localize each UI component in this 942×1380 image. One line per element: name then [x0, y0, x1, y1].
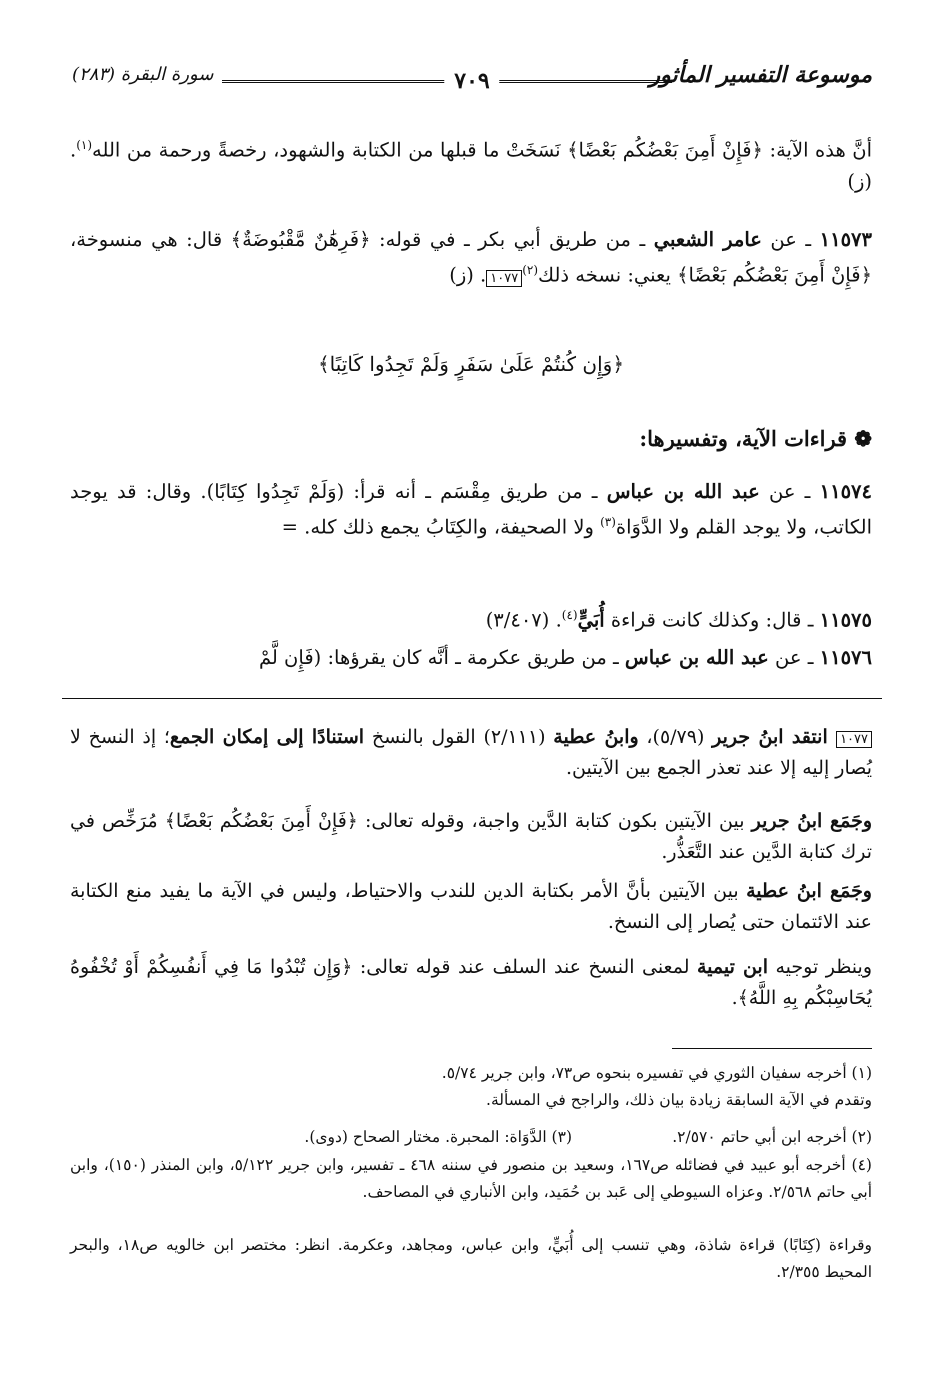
footnote-ref[interactable]: (١) — [76, 138, 93, 152]
narrator-name: أُبَيٍّ — [577, 608, 605, 632]
scholar-name: وجَمَع ابنُ جرير — [751, 810, 872, 832]
footnote-1 — [70, 1060, 872, 1114]
paragraph-1 — [70, 130, 872, 197]
scholar-name: انتقد ابنُ جرير — [712, 726, 837, 748]
section-title: ❁ قراءات الآية، وتفسيرها: — [639, 426, 872, 451]
paragraph-text: بين الآيتين بكون كتابة الدَّين واجبة، وقوله تعالى: ﴿فَإِنْ أَمِنَ بَعْضُكُم بَعْضًا﴾ مُرَخِّص في ترك كتابة الدَّين عند التَّعَذُّر. — [70, 810, 872, 863]
paragraph-text: ـ عن — [768, 646, 820, 669]
book-title: موسوعة التفسير المأثور — [649, 62, 872, 88]
commentary-number-box: ١٠٧٧ — [836, 731, 872, 748]
paragraph-text: ـ من طريق عكرمة ـ أنَّه كان يقرؤها: (فَإِن لَّمْ — [258, 646, 625, 669]
narrator-name: عامر الشعبي — [653, 228, 762, 251]
commentary-1 — [70, 722, 872, 784]
paragraph-text: ـ عن — [761, 228, 820, 251]
footnote-text: (١) أخرجه سفيان الثوري في تفسيره بنحوه ص٧٣، وابن جرير ٥/٧٤. — [441, 1064, 872, 1082]
footnote-3: (٣) الدَّوَاة: المحبرة. مختار الصحاح (دوى). — [304, 1128, 572, 1146]
paragraph-text: ؛ إذ النسخ لا يُصار إليه إلا عند تعذر الجمع بين الآيتين. — [70, 726, 872, 779]
narrator-name: عبد الله بن عباس — [624, 646, 769, 669]
paragraph-text: (٢/١١١) القول بالنسخ — [364, 726, 554, 748]
narrator-name: عبد الله بن عباس — [606, 480, 760, 503]
narration-number: ١١٥٧٣ — [819, 228, 873, 251]
paragraph-text: بين الآيتين بأنَّ الأمر بكتابة الدين للندب والاحتياط، وليس في الآية ما يفيد منع الكتابة عند الائتمان حتى يُصار إلى النسخ. — [70, 880, 872, 933]
page-header — [72, 58, 872, 102]
footnote-ref[interactable]: (٤) — [561, 608, 578, 622]
paragraph-text: ولا الصحيفة، والكِتَابُ يجمع ذلك كله. = — [281, 515, 601, 539]
paragraph-text: ـ من طريق أبي بكر ـ في قوله: ﴿فَرِهَٰنٌ مَّقْبُوضَةٌ﴾ قال: هي منسوخة، ﴿فَإِنْ أَمِنَ بَعْضُكُم بَعْضًا﴾ يعني: نسخه ذلك — [70, 228, 872, 287]
page-number: ٧٠٩ — [444, 68, 499, 94]
surah-label: سورة البقرة (٢٨٣) — [72, 64, 214, 85]
scholar-name: وجَمَع ابنُ عطية — [746, 880, 872, 902]
paragraph-text: . (٣/٤٠٧) — [485, 608, 562, 632]
scholar-name: ابن تيمية — [696, 956, 768, 978]
narration-11575 — [70, 600, 872, 636]
commentary-4 — [70, 952, 872, 1014]
narration-11574 — [70, 476, 872, 543]
footnotes-2-3 — [70, 1124, 872, 1151]
narration-11576 — [70, 642, 872, 673]
emphasis-text: استنادًا إلى إمكان الجمع — [169, 726, 365, 748]
narration-number: ١١٥٧٤ — [819, 480, 872, 503]
narration-number: ١١٥٧٥ — [819, 608, 872, 632]
footnote-2: (٢) أخرجه ابن أبي حاتم ٢/٥٧٠. — [672, 1128, 872, 1146]
footnote-ref[interactable]: (٣) — [600, 515, 616, 529]
paragraph-text: (٥/٧٩)، — [638, 726, 713, 748]
footnote-4: (٤) أخرجه أبو عبيد في فضائله ص١٦٧، وسعيد بن منصور في سننه ٤٦٨ ـ تفسير، وابن جرير ٥/١٢٢، وابن المنذر (١٥٠)، وابن أبي حاتم ٢/٥٦٨. وعزاه السيوطي إلى عَبد بن حُمَيد، وابن الأنباري في المصاحف. — [70, 1156, 872, 1201]
quran-verse: ﴿وَإِن كُنتُمْ عَلَىٰ سَفَرٍ وَلَمْ تَجِدُوا كَاتِبًا﴾ — [317, 352, 625, 376]
footnote-ref[interactable]: (٢) — [522, 263, 539, 277]
narration-number: ١١٥٧٦ — [819, 646, 872, 669]
footnotes-divider — [672, 1048, 872, 1049]
commentary-3 — [70, 876, 872, 938]
paragraph-text: وينظر توجيه — [768, 956, 872, 978]
narration-11573 — [70, 224, 872, 291]
commentary-divider — [62, 698, 882, 699]
paragraph-text: ـ قال: وكذلك كانت قراءة — [604, 608, 820, 632]
footnote-4-continued: وقراءة (كِتَابًا) قراءة شاذة، وهي تنسب إلى أُبَيٍّ، وابن عباس، ومجاهد، وعكرمة. انظر: مختصر ابن خالويه ص١٨، والبحر المحيط ٢/٣٥٥. — [70, 1236, 872, 1281]
paragraph-text: . (ز) — [70, 138, 872, 193]
paragraph-text: ـ من طريق مِقْسَم ـ أنه قرأ: (وَلَمْ تَجِدُوا كِتَابًا). وقال: قد يوجد الكاتب، ولا يوجد القلم ولا الدَّوَاة — [70, 480, 872, 539]
footnote-text: وتقدم في الآية السابقة زيادة بيان ذلك، والراجح في المسألة. — [486, 1091, 872, 1109]
scholar-name: وابنُ عطية — [553, 726, 639, 748]
commentary-2 — [70, 806, 872, 868]
commentary-ref-box[interactable]: ١٠٧٧ — [486, 270, 522, 287]
paragraph-text: . (ز) — [449, 263, 487, 287]
paragraph-text: لمعنى النسخ عند السلف عند قوله تعالى: ﴿وَإِن تُبْدُوا مَا فِي أَنفُسِكُمْ أَوْ تُخْفُوهُ يُحَاسِبْكُم بِهِ اللَّهُ﴾. — [70, 956, 872, 1009]
paragraph-text: ـ عن — [759, 480, 820, 503]
paragraph-text: أنَّ هذه الآية: ﴿فَإِنْ أَمِنَ بَعْضُكُم بَعْضًا﴾ نَسَخَتْ ما قبلها من الكتابة والشهود، رخصةً ورحمة من الله — [92, 138, 872, 162]
